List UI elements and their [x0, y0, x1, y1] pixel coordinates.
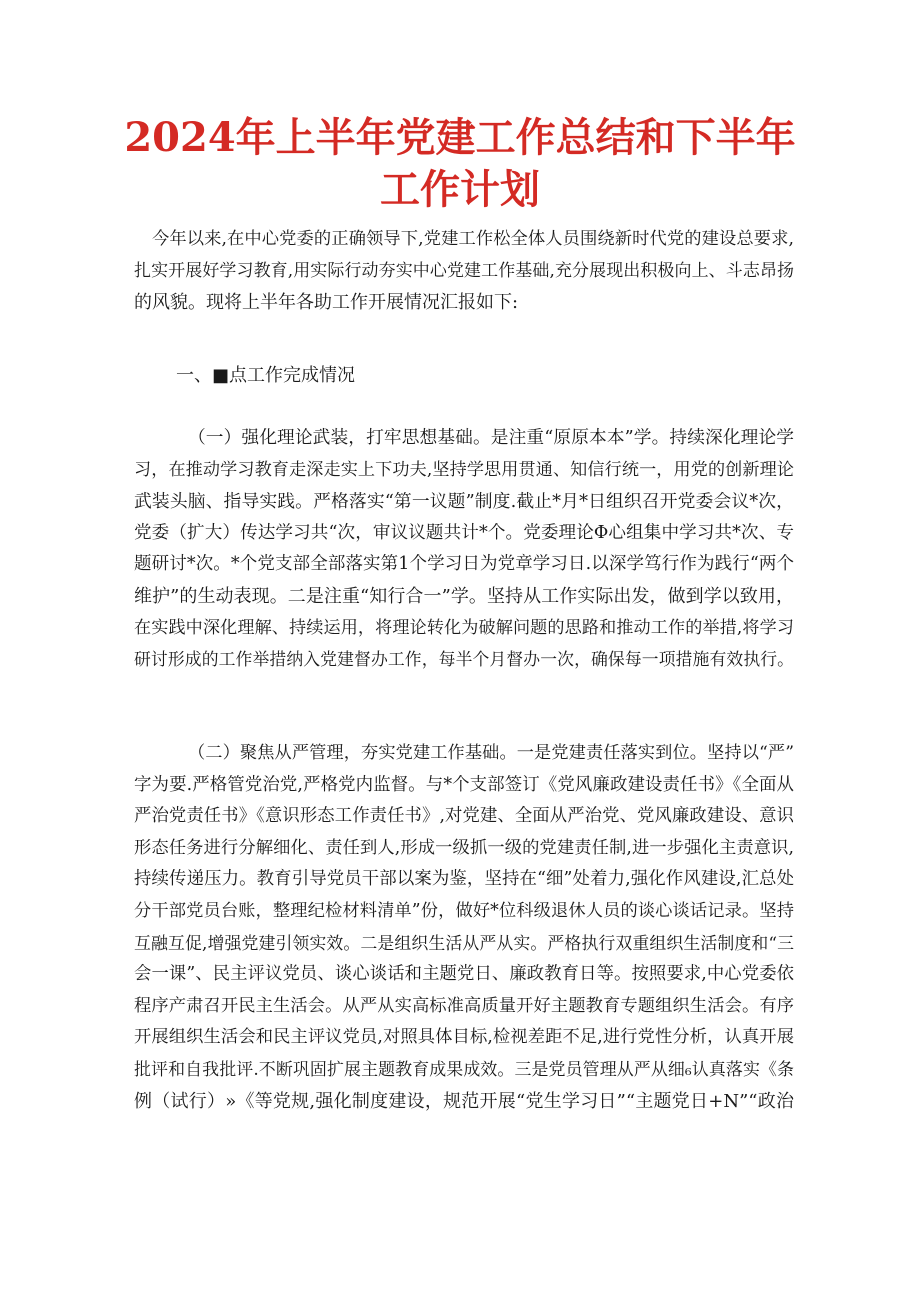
paragraph-line: 批评和自我批评.不断巩固扩展主题教育成果成效。三是党员管理从严从细₆认真落实《条 [134, 1058, 794, 1079]
paragraph-line: 例（试行）»《等党规,强化制度建设，规范开展“党生学习日”“主题党日+N”“政治 [134, 1090, 794, 1112]
intro-line: 的风貌。现将上半年各助工作开展情况汇报如下: [134, 292, 519, 314]
section-heading: 一、■点工作完成情况 [176, 365, 356, 386]
paragraph-line: 互融互促,增强党建引领实效。二是组织生活从严从实。严格执行双重组织生活制度和“三 [134, 932, 794, 953]
paragraph-line: （一）强化理论武装，打牢思想基础。是注重“原原本本”学。持续深化理论学 [188, 428, 794, 448]
paragraph-line: 武装头脑、指导实践。严格落实“第一议题”制度.截止*月*日组织召开党委会议*次， [134, 491, 794, 513]
paragraph-line: 严治党责任书》《意识形态工作责任书》,对党建、全面从严治党、党风廉政建设、意识 [134, 806, 794, 827]
paragraph-theory [134, 423, 794, 676]
paragraph-line: 维护”的生动表现。二是注重“知行合一”学。坚持从工作实际出发，做到学以致用， [134, 585, 794, 607]
paragraph-line: 研讨形成的工作举措纳入党建督办工作，每半个月督办一次，确保每一项措施有效执行。 [134, 649, 794, 670]
paragraph-line: 开展组织生活会和民主评议党员,对照具体目标,检视差距不足,进行党性分析，认真开展 [134, 1027, 794, 1048]
paragraph-line: 党委（扩大）传达学习共“次，审议议题共计*个。党委理论Φ心组集中学习共*次、专 [134, 522, 794, 543]
document-title-line-1: 2024年上半年党建工作总结和下半年 [124, 114, 796, 161]
paragraph-line: 字为要.严格管党治党,严格党内监督。与*个支部签订《党风廉政建设责任书》《全面从 [134, 774, 794, 795]
paragraph-line: 持续传递压力。教育引导党员干部以案为鉴，坚持在“细”处着力,强化作风建设,汇总处 [134, 869, 794, 890]
paragraph-line: 分干部党员台账，整理纪检材料清单”份，做好*位科级退休人员的谈心谈话记录。坚持 [134, 900, 794, 921]
paragraph-line: 会一课”、民主评议党员、谈心谈话和主题党日、廉政教育日等。按照要求,中心党委依 [134, 964, 794, 985]
paragraph-line: 习，在推动学习教育走深走实上下功夫,坚持学思用贯通、知信行统一，用党的创新理论 [134, 459, 794, 480]
intro-line: 今年以来,在中心党委的正确领导下,党建工作松全体人员围绕新时代党的建设总要求, [152, 229, 794, 249]
paragraph-line: （二）聚焦从严管理，夯实党建工作基础。一是党建责任落实到位。坚持以“严” [188, 743, 794, 763]
document-title-line-2: 工作计划 [380, 166, 540, 213]
paragraph-line: 形态任务进行分解细化、责任到人,形成一级抓一级的党建责任制,进一步强化主责意识, [134, 837, 794, 858]
intro-line: 扎实开展好学习教育,用实际行动夯实中心党建工作基础,充分展现出积极向上、斗志昂扬 [134, 260, 794, 281]
paragraph-line: 程序产肃召开民主生活会。从严从实高标准高质量开好主题教育专题组织生活会。有序 [134, 995, 794, 1016]
paragraph-line: 在实践中深化理解、持续运用，将理论转化为破解问题的思路和推动工作的举措,将学习 [134, 617, 794, 638]
intro-paragraph [134, 224, 794, 319]
paragraph-management [134, 738, 794, 1117]
paragraph-line: 题研讨*次。*个党支部全部落实第1个学习日为党章学习日.以深学笃行作为践行“两个 [134, 554, 794, 575]
